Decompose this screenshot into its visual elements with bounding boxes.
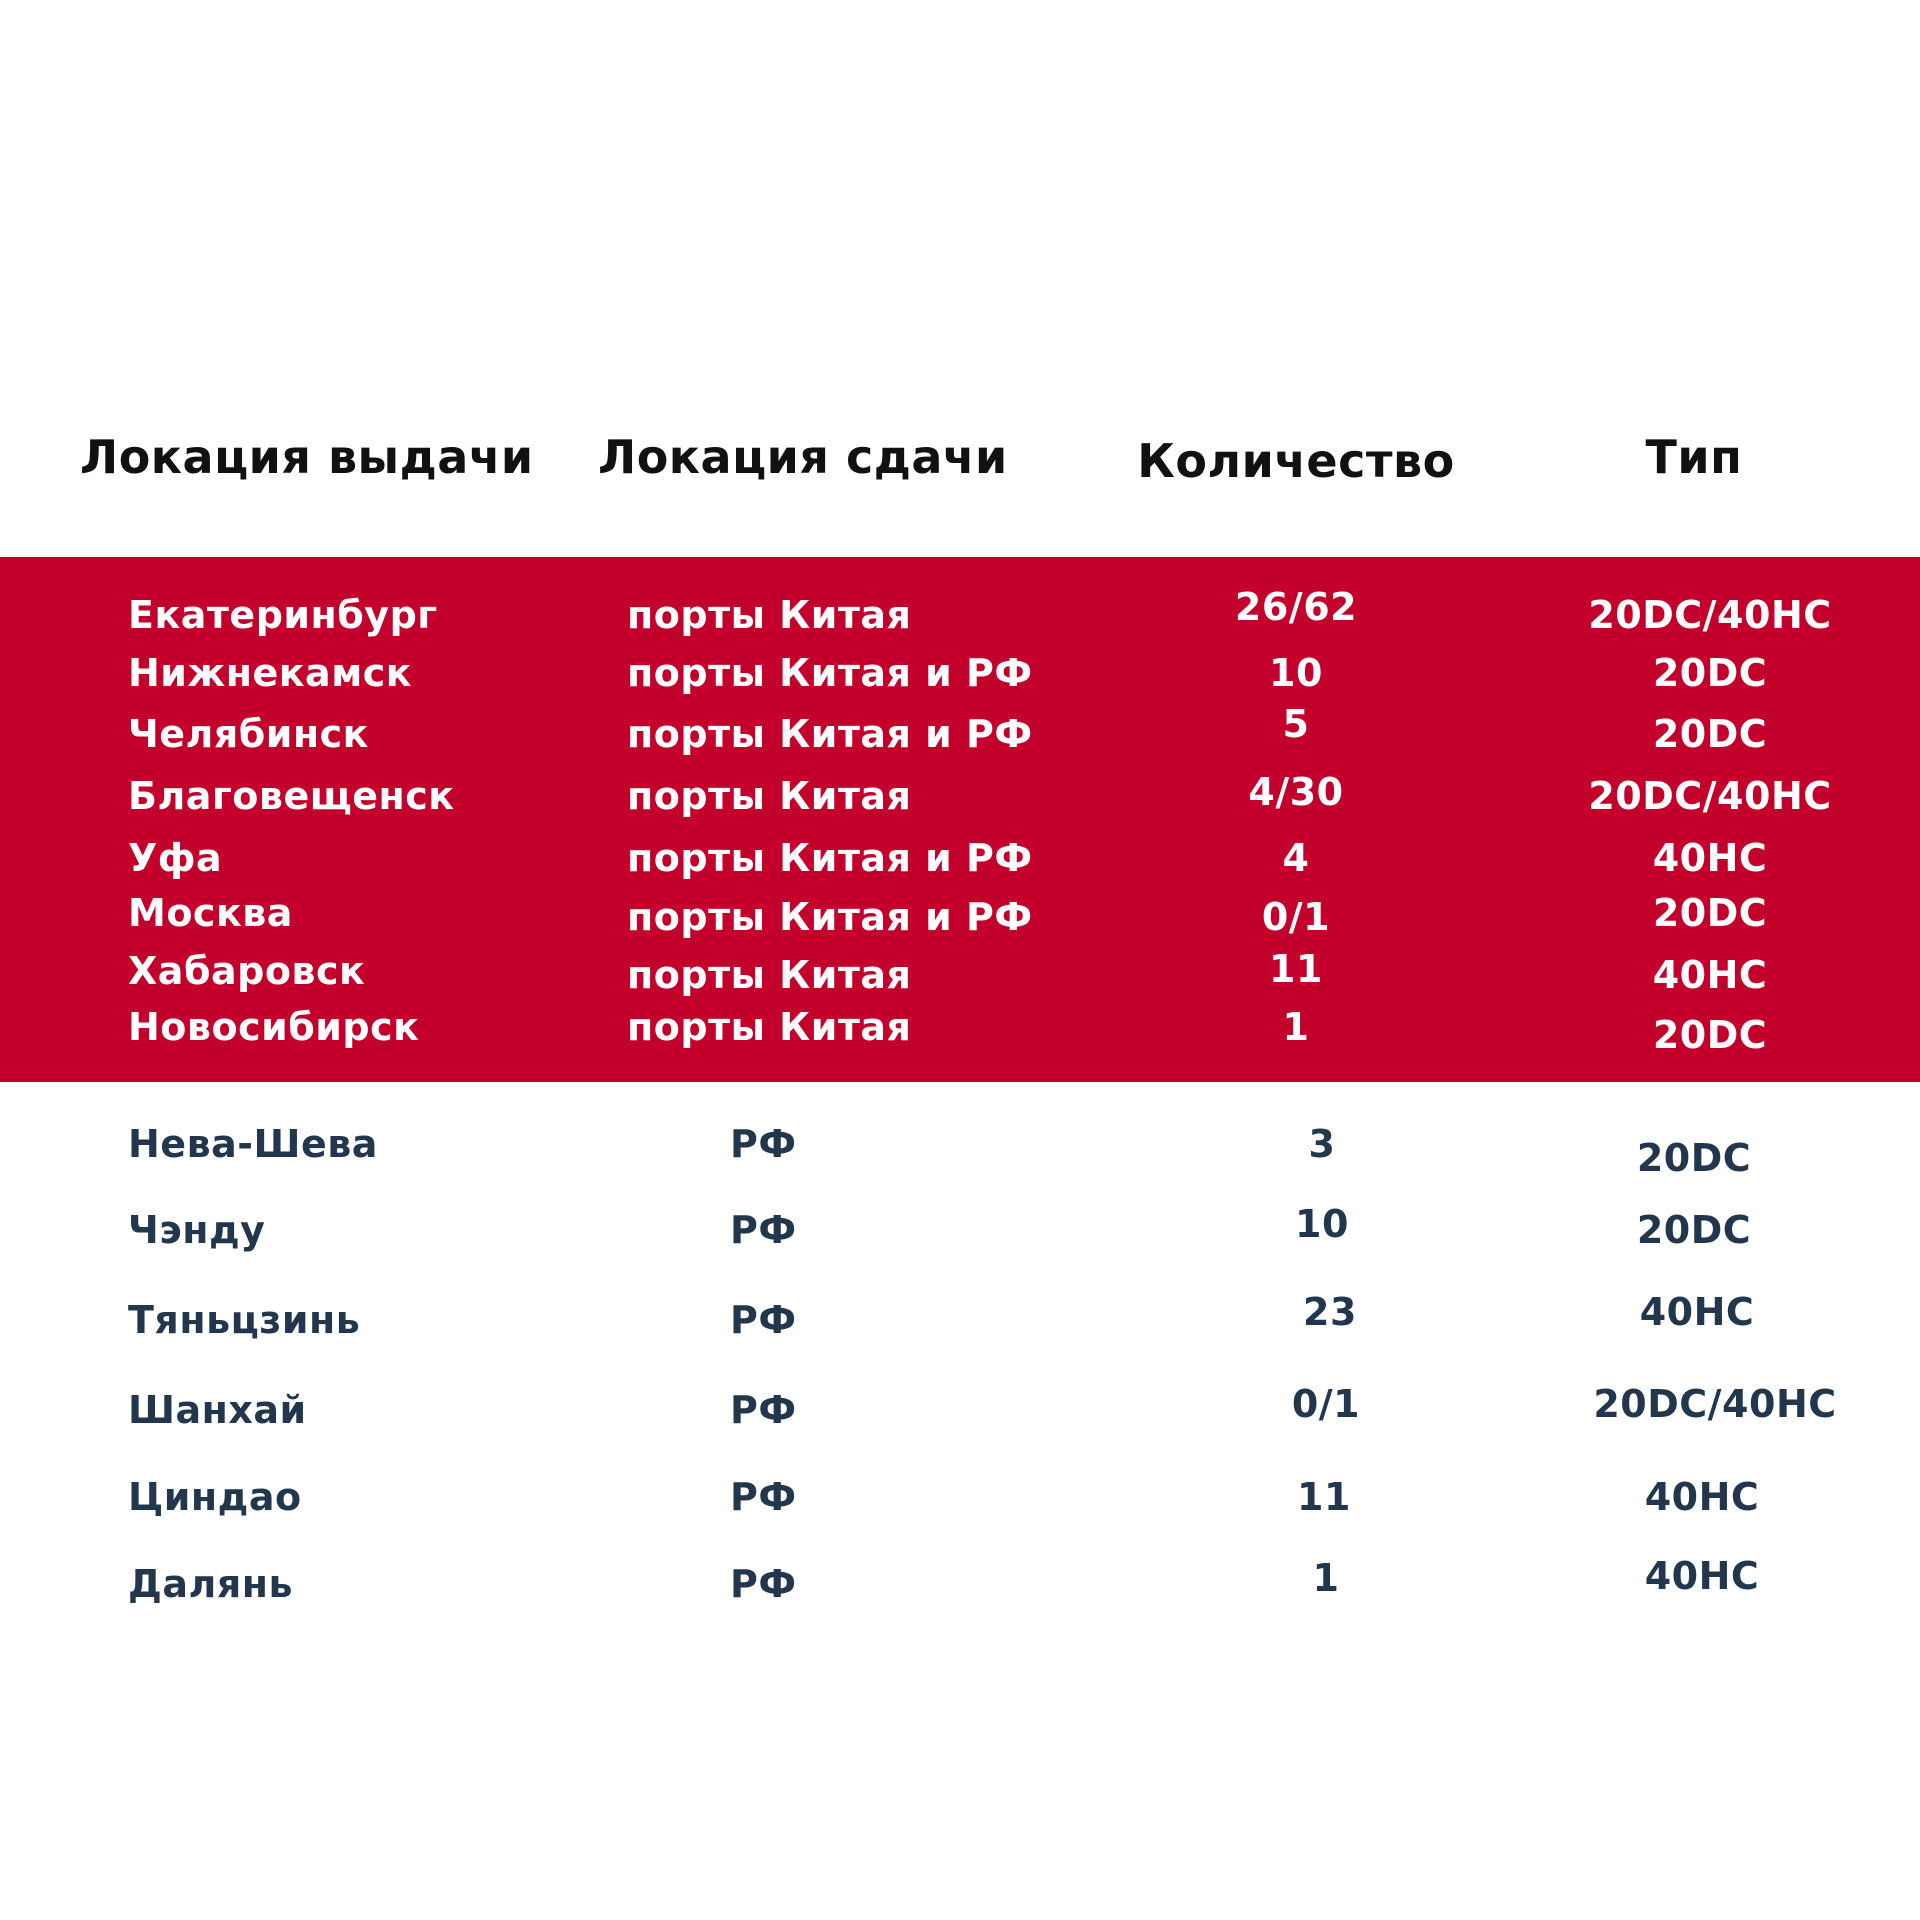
table-row xyxy=(0,702,1920,772)
cell-quantity: 0/1 xyxy=(1291,1382,1361,1426)
cell-dropoff: порты Китая xyxy=(627,953,912,997)
header-quantity: Количество xyxy=(1137,434,1455,488)
cell-quantity: 3 xyxy=(1308,1122,1336,1166)
cell-type: 20DC xyxy=(1652,651,1768,695)
cell-dropoff: РФ xyxy=(730,1475,797,1519)
table-row xyxy=(0,1290,1920,1358)
cell-pickup: Нева-Шева xyxy=(128,1122,378,1166)
cell-type: 40HC xyxy=(1639,1290,1755,1334)
cell-pickup: Челябинск xyxy=(128,712,369,756)
cell-dropoff: порты Китая и РФ xyxy=(627,836,1033,880)
cell-pickup: Нижнекамск xyxy=(128,651,413,695)
cell-dropoff: порты Китая и РФ xyxy=(627,651,1033,695)
cell-dropoff: порты Китая xyxy=(627,593,912,637)
table-row xyxy=(0,585,1920,653)
cell-type: 40HC xyxy=(1652,953,1768,997)
cell-pickup: Екатеринбург xyxy=(128,593,438,637)
table-header xyxy=(0,430,1920,500)
header-dropoff-location: Локация сдачи xyxy=(598,430,1008,484)
cell-type: 40HC xyxy=(1652,836,1768,880)
cell-dropoff: РФ xyxy=(730,1388,797,1432)
cell-quantity: 23 xyxy=(1303,1290,1357,1334)
cell-dropoff: порты Китая и РФ xyxy=(627,712,1033,756)
table-row xyxy=(0,1554,1920,1622)
cell-pickup: Новосибирск xyxy=(128,1005,420,1049)
cell-quantity: 26/62 xyxy=(1234,585,1358,629)
cell-type: 20DC xyxy=(1652,712,1768,756)
cell-type: 20DC/40HC xyxy=(1588,774,1832,818)
cell-type: 40HC xyxy=(1644,1554,1760,1598)
cell-quantity: 0/1 xyxy=(1261,895,1331,939)
table-row xyxy=(0,1122,1920,1182)
cell-dropoff: РФ xyxy=(730,1562,797,1606)
cell-dropoff: РФ xyxy=(730,1298,797,1342)
table-row xyxy=(0,1475,1920,1535)
header-pickup-location: Локация выдачи xyxy=(80,430,534,484)
cell-dropoff: РФ xyxy=(730,1122,797,1166)
cell-dropoff: порты Китая xyxy=(627,1005,912,1049)
cell-pickup: Циндао xyxy=(128,1475,302,1519)
cell-quantity: 11 xyxy=(1269,947,1323,991)
cell-quantity: 10 xyxy=(1295,1202,1349,1246)
cell-type: 20DC xyxy=(1652,1013,1768,1057)
cell-quantity: 4/30 xyxy=(1248,770,1344,814)
cell-quantity: 1 xyxy=(1312,1556,1340,1600)
table-row xyxy=(0,836,1920,896)
table-row xyxy=(0,1382,1920,1448)
header-type: Тип xyxy=(1645,430,1743,484)
table-row xyxy=(0,891,1920,955)
cell-quantity: 11 xyxy=(1297,1475,1351,1519)
cell-type: 20DC xyxy=(1636,1208,1752,1252)
cell-quantity: 5 xyxy=(1282,702,1310,746)
table-row xyxy=(0,1202,1920,1268)
highlighted-rows-band xyxy=(0,557,1920,1082)
cell-pickup: Чэнду xyxy=(128,1208,266,1252)
cell-quantity: 1 xyxy=(1282,1005,1310,1049)
cell-pickup: Благовещенск xyxy=(128,774,455,818)
cell-type: 20DC/40HC xyxy=(1588,593,1832,637)
table-row xyxy=(0,947,1920,1013)
cell-type: 20DC xyxy=(1636,1136,1752,1180)
cell-pickup: Тяньцзинь xyxy=(128,1298,361,1342)
cell-quantity: 4 xyxy=(1282,836,1310,880)
table-row xyxy=(0,1005,1920,1065)
cell-quantity: 10 xyxy=(1269,651,1323,695)
cell-pickup: Уфа xyxy=(128,836,223,880)
cell-type: 20DC/40HC xyxy=(1593,1382,1837,1426)
cell-pickup: Хабаровск xyxy=(128,949,366,993)
cell-pickup: Шанхай xyxy=(128,1388,307,1432)
table-row xyxy=(0,770,1920,834)
cell-pickup: Далянь xyxy=(128,1562,294,1606)
cell-dropoff: порты Китая и РФ xyxy=(627,895,1033,939)
cell-dropoff: РФ xyxy=(730,1208,797,1252)
cell-type: 20DC xyxy=(1652,891,1768,935)
cell-pickup: Москва xyxy=(128,891,293,935)
cell-type: 40HC xyxy=(1644,1475,1760,1519)
table-row xyxy=(0,651,1920,711)
cell-dropoff: порты Китая xyxy=(627,774,912,818)
